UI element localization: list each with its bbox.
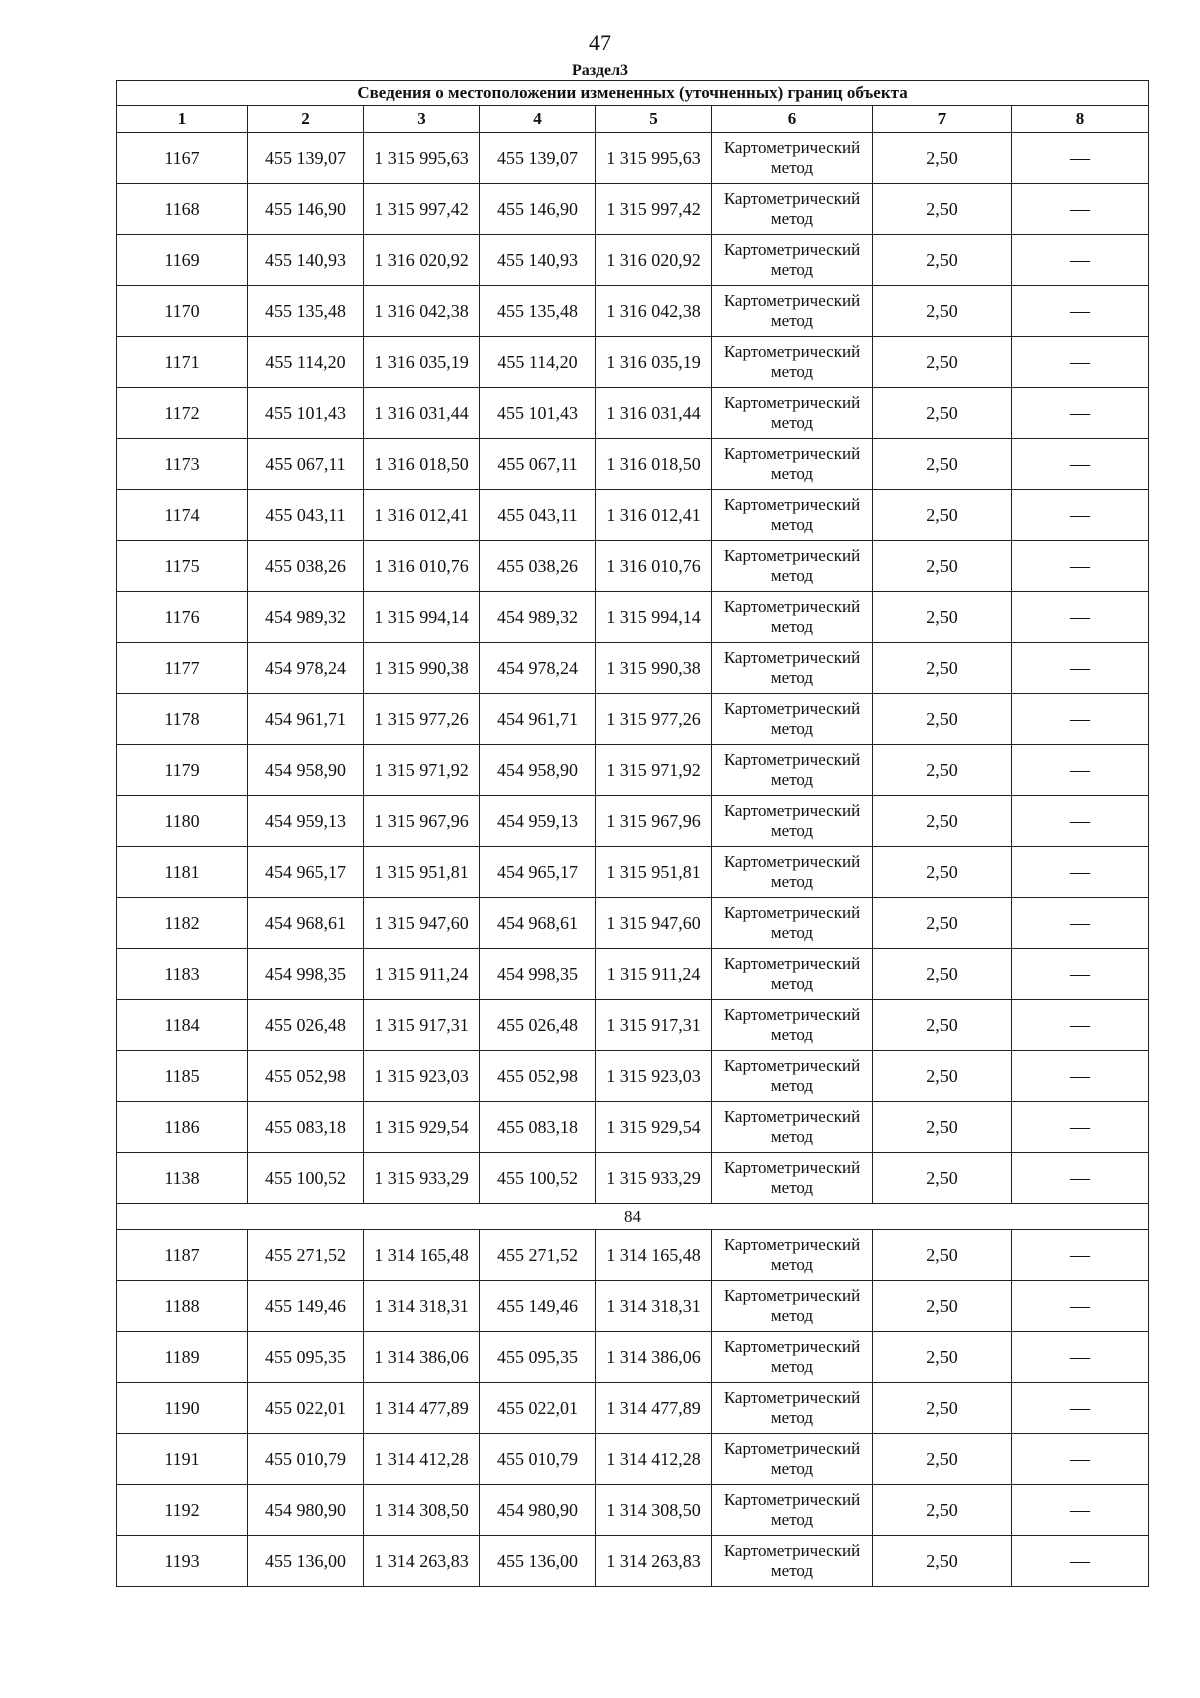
note-cell: — <box>1012 490 1149 541</box>
method-cell: Картометрический метод <box>712 1485 873 1536</box>
y-new-cell: 1 315 994,14 <box>596 592 712 643</box>
y-old-cell: 1 315 990,38 <box>364 643 480 694</box>
x-new-cell: 455 114,20 <box>480 337 596 388</box>
y-new-cell: 1 315 947,60 <box>596 898 712 949</box>
x-new-cell: 454 959,13 <box>480 796 596 847</box>
column-number: 6 <box>712 106 873 133</box>
note-cell: — <box>1012 235 1149 286</box>
y-new-cell: 1 316 020,92 <box>596 235 712 286</box>
x-new-cell: 454 968,61 <box>480 898 596 949</box>
note-cell: — <box>1012 1230 1149 1281</box>
table-row <box>117 1536 1149 1587</box>
point-number-cell: 1168 <box>117 184 248 235</box>
table-row <box>117 796 1149 847</box>
note-cell: — <box>1012 949 1149 1000</box>
y-old-cell: 1 315 951,81 <box>364 847 480 898</box>
accuracy-cell: 2,50 <box>873 796 1012 847</box>
column-number: 3 <box>364 106 480 133</box>
x-old-cell: 454 959,13 <box>248 796 364 847</box>
point-number-cell: 1181 <box>117 847 248 898</box>
table-row <box>117 1332 1149 1383</box>
accuracy-cell: 2,50 <box>873 184 1012 235</box>
y-old-cell: 1 316 020,92 <box>364 235 480 286</box>
table-row <box>117 1102 1149 1153</box>
note-cell: — <box>1012 745 1149 796</box>
x-old-cell: 455 271,52 <box>248 1230 364 1281</box>
note-cell: — <box>1012 1536 1149 1587</box>
x-old-cell: 454 968,61 <box>248 898 364 949</box>
table-row <box>117 592 1149 643</box>
method-cell: Картометрический метод <box>712 337 873 388</box>
table-row <box>117 1230 1149 1281</box>
y-old-cell: 1 314 386,06 <box>364 1332 480 1383</box>
note-cell: — <box>1012 1383 1149 1434</box>
y-new-cell: 1 314 318,31 <box>596 1281 712 1332</box>
table-row <box>117 1000 1149 1051</box>
x-old-cell: 455 095,35 <box>248 1332 364 1383</box>
note-cell: — <box>1012 1281 1149 1332</box>
x-new-cell: 454 998,35 <box>480 949 596 1000</box>
accuracy-cell: 2,50 <box>873 286 1012 337</box>
method-cell: Картометрический метод <box>712 388 873 439</box>
column-number-row <box>117 106 1149 133</box>
note-cell: — <box>1012 1332 1149 1383</box>
x-new-cell: 455 140,93 <box>480 235 596 286</box>
accuracy-cell: 2,50 <box>873 490 1012 541</box>
y-old-cell: 1 315 911,24 <box>364 949 480 1000</box>
y-new-cell: 1 315 997,42 <box>596 184 712 235</box>
y-old-cell: 1 315 971,92 <box>364 745 480 796</box>
x-new-cell: 455 022,01 <box>480 1383 596 1434</box>
y-new-cell: 1 316 010,76 <box>596 541 712 592</box>
note-cell: — <box>1012 1153 1149 1204</box>
accuracy-cell: 2,50 <box>873 898 1012 949</box>
method-cell: Картометрический метод <box>712 592 873 643</box>
method-cell: Картометрический метод <box>712 286 873 337</box>
note-cell: — <box>1012 133 1149 184</box>
accuracy-cell: 2,50 <box>873 1230 1012 1281</box>
x-old-cell: 455 149,46 <box>248 1281 364 1332</box>
y-old-cell: 1 315 997,42 <box>364 184 480 235</box>
method-cell: Картометрический метод <box>712 1051 873 1102</box>
method-cell: Картометрический метод <box>712 541 873 592</box>
accuracy-cell: 2,50 <box>873 847 1012 898</box>
x-new-cell: 455 149,46 <box>480 1281 596 1332</box>
note-cell: — <box>1012 439 1149 490</box>
x-new-cell: 455 139,07 <box>480 133 596 184</box>
point-number-cell: 1188 <box>117 1281 248 1332</box>
method-cell: Картометрический метод <box>712 745 873 796</box>
x-new-cell: 455 052,98 <box>480 1051 596 1102</box>
accuracy-cell: 2,50 <box>873 1051 1012 1102</box>
point-number-cell: 1178 <box>117 694 248 745</box>
note-cell: — <box>1012 1000 1149 1051</box>
accuracy-cell: 2,50 <box>873 1536 1012 1587</box>
y-old-cell: 1 315 923,03 <box>364 1051 480 1102</box>
x-old-cell: 455 136,00 <box>248 1536 364 1587</box>
y-new-cell: 1 315 933,29 <box>596 1153 712 1204</box>
x-new-cell: 455 010,79 <box>480 1434 596 1485</box>
point-number-cell: 1185 <box>117 1051 248 1102</box>
method-cell: Картометрический метод <box>712 1000 873 1051</box>
y-old-cell: 1 315 967,96 <box>364 796 480 847</box>
y-old-cell: 1 315 917,31 <box>364 1000 480 1051</box>
y-old-cell: 1 315 995,63 <box>364 133 480 184</box>
x-new-cell: 454 978,24 <box>480 643 596 694</box>
note-cell: — <box>1012 796 1149 847</box>
y-old-cell: 1 315 947,60 <box>364 898 480 949</box>
table-row <box>117 541 1149 592</box>
x-old-cell: 455 101,43 <box>248 388 364 439</box>
method-cell: Картометрический метод <box>712 235 873 286</box>
x-old-cell: 454 980,90 <box>248 1485 364 1536</box>
table-row <box>117 898 1149 949</box>
table-row <box>117 1153 1149 1204</box>
method-cell: Картометрический метод <box>712 1102 873 1153</box>
point-number-cell: 1169 <box>117 235 248 286</box>
x-old-cell: 455 010,79 <box>248 1434 364 1485</box>
column-number: 5 <box>596 106 712 133</box>
x-old-cell: 455 052,98 <box>248 1051 364 1102</box>
note-cell: — <box>1012 898 1149 949</box>
table-row <box>117 184 1149 235</box>
table-row <box>117 949 1149 1000</box>
point-number-cell: 1191 <box>117 1434 248 1485</box>
y-old-cell: 1 316 012,41 <box>364 490 480 541</box>
y-new-cell: 1 315 917,31 <box>596 1000 712 1051</box>
x-old-cell: 454 978,24 <box>248 643 364 694</box>
accuracy-cell: 2,50 <box>873 949 1012 1000</box>
x-new-cell: 455 101,43 <box>480 388 596 439</box>
y-new-cell: 1 315 971,92 <box>596 745 712 796</box>
point-number-cell: 1177 <box>117 643 248 694</box>
page-number: 47 <box>589 30 611 55</box>
x-new-cell: 454 989,32 <box>480 592 596 643</box>
point-number-cell: 1175 <box>117 541 248 592</box>
x-old-cell: 454 961,71 <box>248 694 364 745</box>
point-number-cell: 1187 <box>117 1230 248 1281</box>
y-new-cell: 1 315 977,26 <box>596 694 712 745</box>
x-old-cell: 454 989,32 <box>248 592 364 643</box>
method-cell: Картометрический метод <box>712 1281 873 1332</box>
note-cell: — <box>1012 1051 1149 1102</box>
y-new-cell: 1 314 263,83 <box>596 1536 712 1587</box>
accuracy-cell: 2,50 <box>873 694 1012 745</box>
table-row <box>117 235 1149 286</box>
x-old-cell: 455 022,01 <box>248 1383 364 1434</box>
y-new-cell: 1 315 929,54 <box>596 1102 712 1153</box>
table-caption: Сведения о местоположении измененных (уточненных) границ объекта <box>117 81 1149 106</box>
method-cell: Картометрический метод <box>712 1383 873 1434</box>
table-row <box>117 1434 1149 1485</box>
y-new-cell: 1 315 967,96 <box>596 796 712 847</box>
x-old-cell: 455 114,20 <box>248 337 364 388</box>
x-old-cell: 455 146,90 <box>248 184 364 235</box>
accuracy-cell: 2,50 <box>873 745 1012 796</box>
table-row <box>117 286 1149 337</box>
y-old-cell: 1 315 933,29 <box>364 1153 480 1204</box>
x-new-cell: 454 965,17 <box>480 847 596 898</box>
x-old-cell: 454 998,35 <box>248 949 364 1000</box>
point-number-cell: 1172 <box>117 388 248 439</box>
x-new-cell: 455 038,26 <box>480 541 596 592</box>
x-new-cell: 455 067,11 <box>480 439 596 490</box>
coordinates-table <box>116 80 1149 1587</box>
y-new-cell: 1 316 035,19 <box>596 337 712 388</box>
method-cell: Картометрический метод <box>712 133 873 184</box>
method-cell: Картометрический метод <box>712 1230 873 1281</box>
table-row <box>117 337 1149 388</box>
table-row <box>117 1383 1149 1434</box>
point-number-cell: 1176 <box>117 592 248 643</box>
accuracy-cell: 2,50 <box>873 337 1012 388</box>
x-new-cell: 454 980,90 <box>480 1485 596 1536</box>
y-old-cell: 1 314 263,83 <box>364 1536 480 1587</box>
note-cell: — <box>1012 184 1149 235</box>
y-old-cell: 1 315 977,26 <box>364 694 480 745</box>
y-new-cell: 1 314 477,89 <box>596 1383 712 1434</box>
method-cell: Картометрический метод <box>712 490 873 541</box>
x-old-cell: 455 038,26 <box>248 541 364 592</box>
y-new-cell: 1 314 412,28 <box>596 1434 712 1485</box>
y-old-cell: 1 314 318,31 <box>364 1281 480 1332</box>
accuracy-cell: 2,50 <box>873 592 1012 643</box>
table-row <box>117 439 1149 490</box>
table-row <box>117 643 1149 694</box>
note-cell: — <box>1012 694 1149 745</box>
accuracy-cell: 2,50 <box>873 388 1012 439</box>
y-old-cell: 1 315 929,54 <box>364 1102 480 1153</box>
table-row <box>117 745 1149 796</box>
method-cell: Картометрический метод <box>712 439 873 490</box>
column-number: 8 <box>1012 106 1149 133</box>
group-label: 84 <box>117 1204 1149 1230</box>
y-new-cell: 1 316 042,38 <box>596 286 712 337</box>
y-old-cell: 1 314 165,48 <box>364 1230 480 1281</box>
method-cell: Картометрический метод <box>712 1153 873 1204</box>
point-number-cell: 1183 <box>117 949 248 1000</box>
accuracy-cell: 2,50 <box>873 1153 1012 1204</box>
y-new-cell: 1 315 995,63 <box>596 133 712 184</box>
section-title: Раздел3 <box>571 62 629 79</box>
accuracy-cell: 2,50 <box>873 1000 1012 1051</box>
x-old-cell: 455 083,18 <box>248 1102 364 1153</box>
point-number-cell: 1182 <box>117 898 248 949</box>
method-cell: Картометрический метод <box>712 796 873 847</box>
y-old-cell: 1 314 412,28 <box>364 1434 480 1485</box>
point-number-cell: 1193 <box>117 1536 248 1587</box>
x-old-cell: 454 958,90 <box>248 745 364 796</box>
accuracy-cell: 2,50 <box>873 439 1012 490</box>
x-old-cell: 455 100,52 <box>248 1153 364 1204</box>
note-cell: — <box>1012 541 1149 592</box>
table-row <box>117 847 1149 898</box>
y-new-cell: 1 316 012,41 <box>596 490 712 541</box>
point-number-cell: 1190 <box>117 1383 248 1434</box>
y-old-cell: 1 316 018,50 <box>364 439 480 490</box>
note-cell: — <box>1012 643 1149 694</box>
point-number-cell: 1138 <box>117 1153 248 1204</box>
accuracy-cell: 2,50 <box>873 1383 1012 1434</box>
y-old-cell: 1 314 477,89 <box>364 1383 480 1434</box>
point-number-cell: 1180 <box>117 796 248 847</box>
y-old-cell: 1 316 042,38 <box>364 286 480 337</box>
y-new-cell: 1 315 911,24 <box>596 949 712 1000</box>
y-new-cell: 1 316 018,50 <box>596 439 712 490</box>
method-cell: Картометрический метод <box>712 949 873 1000</box>
note-cell: — <box>1012 337 1149 388</box>
y-new-cell: 1 316 031,44 <box>596 388 712 439</box>
x-old-cell: 455 067,11 <box>248 439 364 490</box>
y-old-cell: 1 316 031,44 <box>364 388 480 439</box>
point-number-cell: 1170 <box>117 286 248 337</box>
x-new-cell: 455 135,48 <box>480 286 596 337</box>
column-number: 1 <box>117 106 248 133</box>
x-new-cell: 455 026,48 <box>480 1000 596 1051</box>
method-cell: Картометрический метод <box>712 847 873 898</box>
method-cell: Картометрический метод <box>712 643 873 694</box>
x-new-cell: 455 095,35 <box>480 1332 596 1383</box>
y-old-cell: 1 316 035,19 <box>364 337 480 388</box>
x-new-cell: 455 146,90 <box>480 184 596 235</box>
x-new-cell: 455 271,52 <box>480 1230 596 1281</box>
accuracy-cell: 2,50 <box>873 1281 1012 1332</box>
point-number-cell: 1186 <box>117 1102 248 1153</box>
table-row <box>117 1281 1149 1332</box>
x-new-cell: 455 136,00 <box>480 1536 596 1587</box>
accuracy-cell: 2,50 <box>873 643 1012 694</box>
table-row <box>117 694 1149 745</box>
note-cell: — <box>1012 847 1149 898</box>
x-new-cell: 455 043,11 <box>480 490 596 541</box>
method-cell: Картометрический метод <box>712 1536 873 1587</box>
column-number: 2 <box>248 106 364 133</box>
table-row <box>117 133 1149 184</box>
accuracy-cell: 2,50 <box>873 133 1012 184</box>
point-number-cell: 1171 <box>117 337 248 388</box>
accuracy-cell: 2,50 <box>873 1102 1012 1153</box>
y-old-cell: 1 316 010,76 <box>364 541 480 592</box>
x-new-cell: 455 083,18 <box>480 1102 596 1153</box>
x-old-cell: 455 139,07 <box>248 133 364 184</box>
note-cell: — <box>1012 1434 1149 1485</box>
method-cell: Картометрический метод <box>712 184 873 235</box>
table-row <box>117 388 1149 439</box>
y-old-cell: 1 315 994,14 <box>364 592 480 643</box>
y-old-cell: 1 314 308,50 <box>364 1485 480 1536</box>
table-row <box>117 1485 1149 1536</box>
note-cell: — <box>1012 1102 1149 1153</box>
accuracy-cell: 2,50 <box>873 1332 1012 1383</box>
x-new-cell: 454 958,90 <box>480 745 596 796</box>
point-number-cell: 1192 <box>117 1485 248 1536</box>
x-new-cell: 455 100,52 <box>480 1153 596 1204</box>
point-number-cell: 1179 <box>117 745 248 796</box>
method-cell: Картометрический метод <box>712 898 873 949</box>
note-cell: — <box>1012 592 1149 643</box>
point-number-cell: 1167 <box>117 133 248 184</box>
table-row <box>117 1051 1149 1102</box>
point-number-cell: 1184 <box>117 1000 248 1051</box>
point-number-cell: 1174 <box>117 490 248 541</box>
y-new-cell: 1 315 923,03 <box>596 1051 712 1102</box>
x-new-cell: 454 961,71 <box>480 694 596 745</box>
x-old-cell: 455 043,11 <box>248 490 364 541</box>
x-old-cell: 455 135,48 <box>248 286 364 337</box>
method-cell: Картометрический метод <box>712 694 873 745</box>
column-number: 4 <box>480 106 596 133</box>
note-cell: — <box>1012 388 1149 439</box>
point-number-cell: 1189 <box>117 1332 248 1383</box>
note-cell: — <box>1012 286 1149 337</box>
accuracy-cell: 2,50 <box>873 235 1012 286</box>
point-number-cell: 1173 <box>117 439 248 490</box>
method-cell: Картометрический метод <box>712 1332 873 1383</box>
accuracy-cell: 2,50 <box>873 541 1012 592</box>
y-new-cell: 1 314 165,48 <box>596 1230 712 1281</box>
x-old-cell: 454 965,17 <box>248 847 364 898</box>
column-number: 7 <box>873 106 1012 133</box>
y-new-cell: 1 315 990,38 <box>596 643 712 694</box>
y-new-cell: 1 314 386,06 <box>596 1332 712 1383</box>
y-new-cell: 1 315 951,81 <box>596 847 712 898</box>
x-old-cell: 455 026,48 <box>248 1000 364 1051</box>
accuracy-cell: 2,50 <box>873 1434 1012 1485</box>
accuracy-cell: 2,50 <box>873 1485 1012 1536</box>
group-row <box>117 1204 1149 1230</box>
note-cell: — <box>1012 1485 1149 1536</box>
y-new-cell: 1 314 308,50 <box>596 1485 712 1536</box>
method-cell: Картометрический метод <box>712 1434 873 1485</box>
x-old-cell: 455 140,93 <box>248 235 364 286</box>
table-row <box>117 490 1149 541</box>
